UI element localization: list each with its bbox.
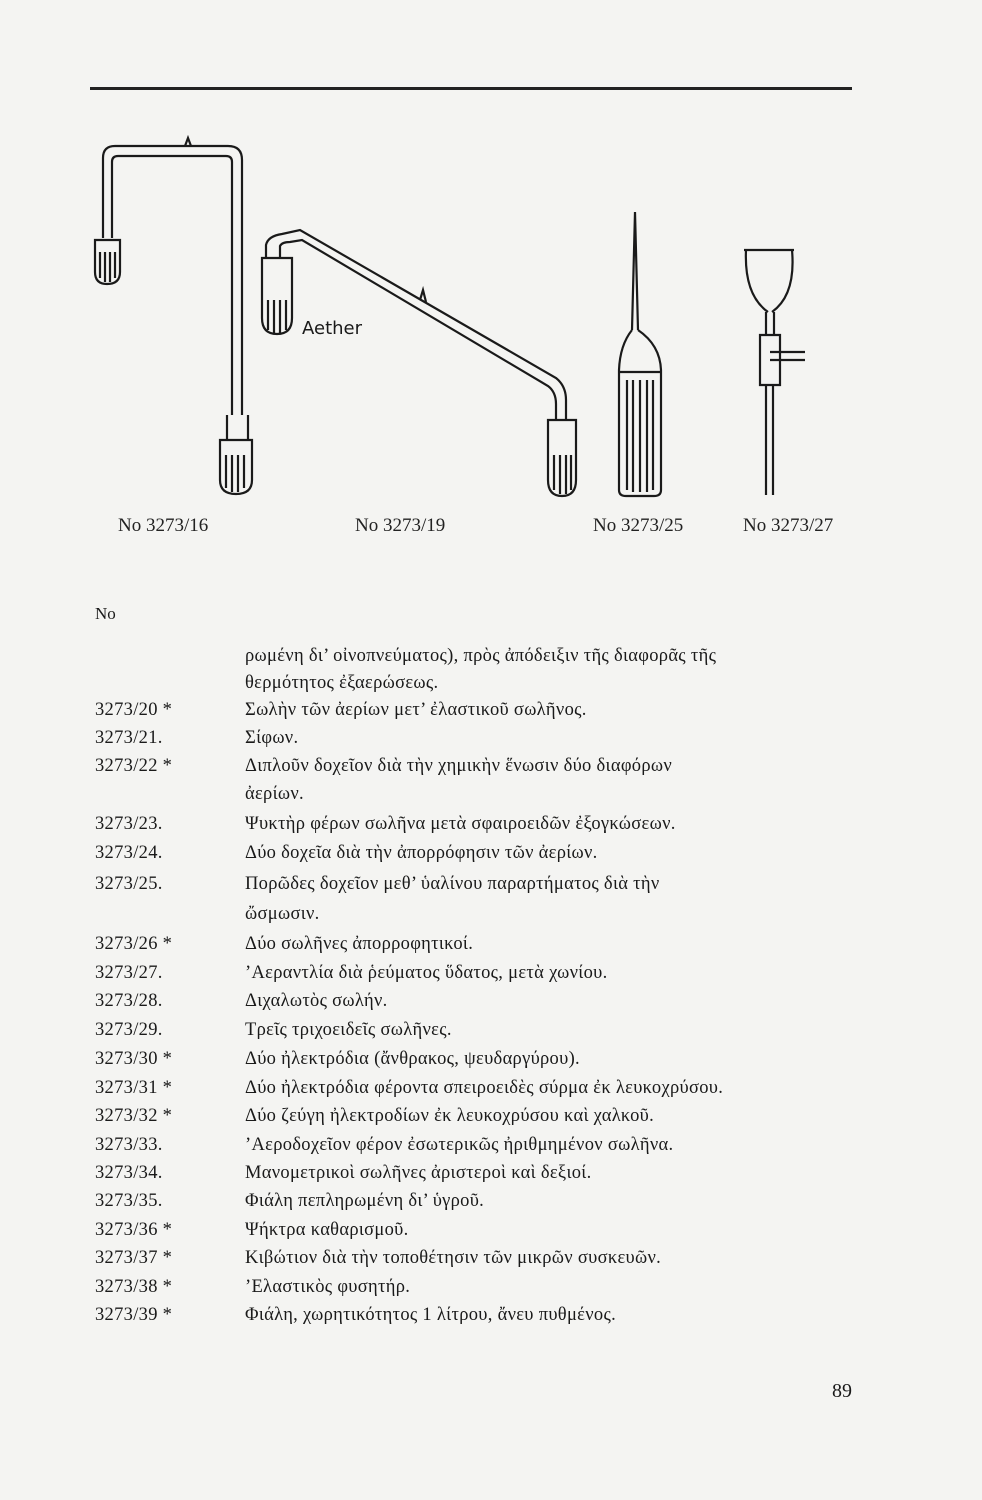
list-item <box>0 904 982 930</box>
item-number: 3273/21. <box>95 728 163 748</box>
aether-tube-drawing <box>262 230 576 496</box>
list-item <box>0 1135 982 1161</box>
item-description: ’Ελαστικὸς φυσητήρ. <box>245 1277 411 1297</box>
item-number: 3273/38 * <box>95 1277 173 1297</box>
item-description: Φιάλη, χωρητικότητος 1 λίτρου, ἄνευ πυθμένος. <box>245 1305 617 1325</box>
item-number: 3273/25. <box>95 874 163 894</box>
item-description: Σωλὴν τῶν ἀερίων μετ’ ἐλαστικοῦ σωλῆνος. <box>245 700 587 720</box>
figure-caption: No 3273/27 <box>743 515 834 536</box>
aether-label: Aether <box>302 318 363 339</box>
item-number: 3273/27. <box>95 963 163 983</box>
list-item <box>0 728 982 754</box>
item-number: 3273/26 * <box>95 934 173 954</box>
figure-caption: No 3273/16 <box>118 515 209 536</box>
list-item <box>0 1020 982 1046</box>
apparatus-illustrations <box>0 0 982 520</box>
figure-caption: No 3273/19 <box>355 515 446 536</box>
list-item <box>0 934 982 960</box>
list-item <box>0 1078 982 1104</box>
item-number: 3273/34. <box>95 1163 163 1183</box>
item-number: 3273/23. <box>95 814 163 834</box>
column-header: No <box>95 604 116 623</box>
item-description: θερμότητος ἐξαερώσεως. <box>245 673 439 693</box>
list-item <box>0 673 982 699</box>
item-number: 3273/22 * <box>95 756 173 776</box>
list-item <box>0 814 982 840</box>
item-description: Τρεῖς τριχοειδεῖς σωλῆνες. <box>245 1020 452 1040</box>
list-item <box>0 843 982 869</box>
item-description: Κιβώτιον διὰ τὴν τοποθέτησιν τῶν μικρῶν συσκευῶν. <box>245 1248 662 1268</box>
list-item <box>0 963 982 989</box>
list-item <box>0 1220 982 1246</box>
porous-vessel-drawing <box>619 212 661 496</box>
item-description: Φιάλη πεπληρωμένη δι’ ὑγροῦ. <box>245 1191 485 1211</box>
item-number: 3273/29. <box>95 1020 163 1040</box>
item-description: Δύο σωλῆνες ἀπορροφητικοί. <box>245 934 474 954</box>
list-item <box>0 700 982 726</box>
list-item <box>0 874 982 900</box>
u-tube-drawing <box>95 138 252 494</box>
item-number: 3273/39 * <box>95 1305 173 1325</box>
item-number: 3273/37 * <box>95 1248 173 1268</box>
list-item <box>0 1277 982 1303</box>
item-description: Δύο ἠλεκτρόδια (ἄνθρακος, ψευδαργύρου). <box>245 1049 580 1069</box>
item-description: Διπλοῦν δοχεῖον διὰ τὴν χημικὴν ἕνωσιν δύο διαφόρων <box>245 756 673 776</box>
item-description: ’Αεραντλία διὰ ῥεύματος ὕδατος, μετὰ χωνίου. <box>245 963 608 983</box>
item-number: 3273/36 * <box>95 1220 173 1240</box>
item-description: Δύο ἠλεκτρόδια φέροντα σπειροειδὲς σύρμα ἐκ λευκοχρύσου. <box>245 1078 724 1098</box>
list-item <box>0 1163 982 1189</box>
item-number: 3273/33. <box>95 1135 163 1155</box>
list-item <box>0 991 982 1017</box>
item-number: 3273/32 * <box>95 1106 173 1126</box>
item-description: ’Αεροδοχεῖον φέρον ἐσωτερικῶς ἠριθμημένον σωλῆνα. <box>245 1135 674 1155</box>
item-description: ἀερίων. <box>245 784 304 804</box>
item-number: 3273/28. <box>95 991 163 1011</box>
water-pump-drawing <box>744 250 805 495</box>
item-number: 3273/20 * <box>95 700 173 720</box>
list-item <box>0 646 982 672</box>
list-item <box>0 1106 982 1132</box>
item-description: Πορῶδες δοχεῖον μεθ’ ὑαλίνου παραρτήματος διὰ τὴν <box>245 874 660 894</box>
item-number: 3273/31 * <box>95 1078 173 1098</box>
item-description: Ψήκτρα καθαρισμοῦ. <box>245 1220 409 1240</box>
item-description: Δύο ζεύγη ἠλεκτροδίων ἐκ λευκοχρύσου καὶ χαλκοῦ. <box>245 1106 655 1126</box>
list-item <box>0 784 982 810</box>
list-item <box>0 1305 982 1331</box>
page-number: 89 <box>832 1380 852 1402</box>
list-item <box>0 1248 982 1274</box>
item-description: Σίφων. <box>245 728 299 748</box>
figure-caption: No 3273/25 <box>593 515 684 536</box>
list-item <box>0 1191 982 1217</box>
item-description: Μανομετρικοὶ σωλῆνες ἀριστεροὶ καὶ δεξιοί. <box>245 1163 592 1183</box>
item-number: 3273/35. <box>95 1191 163 1211</box>
item-description: ὤσμωσιν. <box>245 904 320 924</box>
item-number: 3273/24. <box>95 843 163 863</box>
list-item <box>0 1049 982 1075</box>
item-description: Διχαλωτὸς σωλήν. <box>245 991 388 1011</box>
item-description: Δύο δοχεῖα διὰ τὴν ἀπορρόφησιν τῶν ἀερίων. <box>245 843 598 863</box>
item-number: 3273/30 * <box>95 1049 173 1069</box>
item-description: Ψυκτὴρ φέρων σωλῆνα μετὰ σφαιροειδῶν ἐξογκώσεων. <box>245 814 676 834</box>
list-item <box>0 756 982 782</box>
item-description: ρωμένη δι’ οἰνοπνεύματος), πρὸς ἀπόδειξιν τῆς διαφορᾶς τῆς <box>245 646 717 666</box>
